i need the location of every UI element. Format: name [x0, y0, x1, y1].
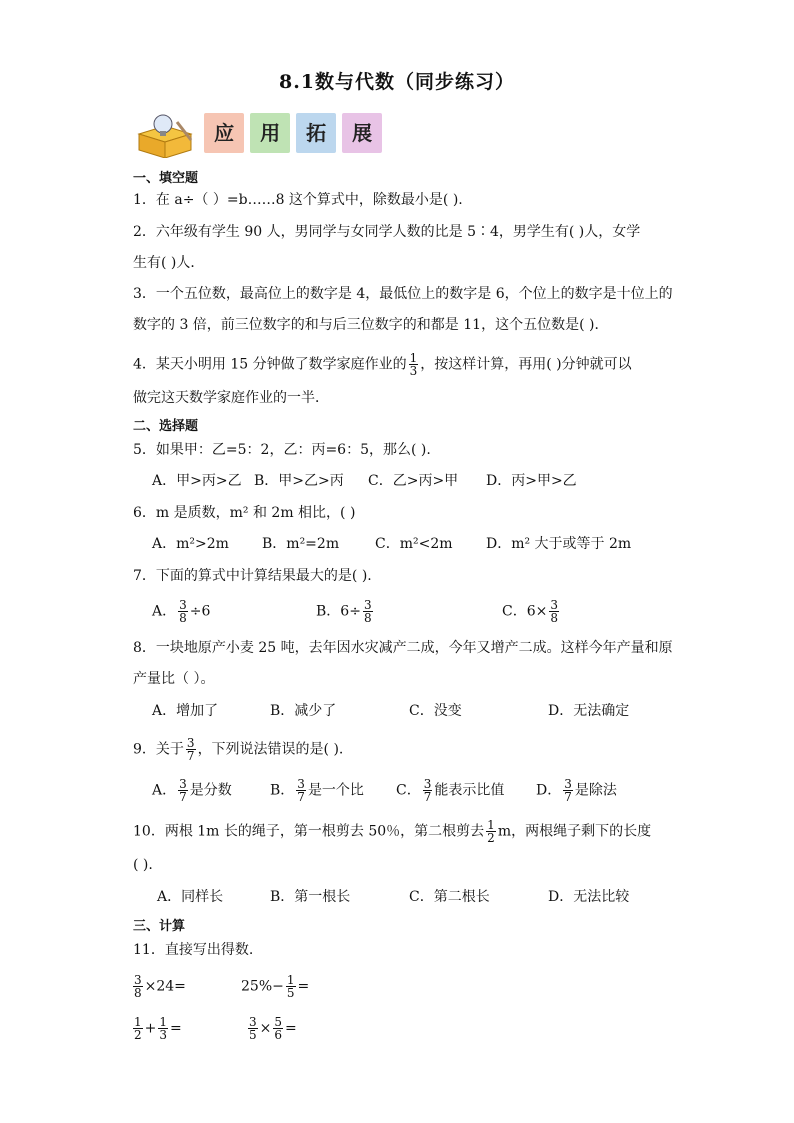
q9-a-num: 3 [179, 777, 187, 791]
q7-b-fraction [363, 599, 373, 624]
q6-option-c: C．m²<2m [375, 536, 453, 552]
q7-c-label: C．6× [502, 603, 548, 620]
calc-2-post: = [297, 978, 310, 995]
calc-1-num: 3 [134, 973, 142, 987]
q9-post: ，下列说法错误的是( ). [197, 741, 344, 758]
banner-char-tuo: 拓 [296, 113, 336, 153]
q9-c-label: C． [396, 782, 421, 799]
question-9 [133, 737, 343, 762]
question-6-options [152, 534, 631, 554]
question-5-options [152, 471, 577, 491]
calc-2-fraction [286, 974, 296, 999]
calc-4-fraction-1 [248, 1016, 258, 1041]
question-10-line-1 [133, 819, 651, 844]
calc-4-den-1: 5 [249, 1028, 257, 1042]
q7-option-b [316, 599, 375, 624]
q9-option-d [536, 778, 617, 803]
q9-a-fraction [178, 778, 188, 803]
question-6: 6．m 是质数，m² 和 2m 相比，( ) [133, 505, 356, 521]
calc-2-num: 1 [286, 973, 295, 987]
q7-a-post: ÷6 [189, 603, 211, 620]
q10-option-c: C．第二根长 [409, 889, 490, 905]
q9-b-fraction [296, 778, 306, 803]
question-4-line-2: 做完这天数学家庭作业的一半． [133, 390, 329, 406]
calc-3-num-1: 1 [134, 1015, 142, 1029]
calc-4-num-2: 5 [274, 1015, 283, 1029]
calc-expression-1 [131, 974, 186, 999]
calc-4-fraction-2 [273, 1016, 283, 1041]
question-7: 7．下面的算式中计算结果最大的是( ). [133, 568, 372, 584]
q9-den: 7 [186, 749, 195, 763]
q9-d-post: 是除法 [574, 782, 617, 799]
calc-3-den-2: 3 [159, 1028, 168, 1042]
q8-option-a: A．增加了 [152, 703, 219, 719]
calc-3-post: = [170, 1020, 182, 1037]
banner-char-zhan: 展 [342, 113, 382, 153]
q10-option-b: B．第一根长 [270, 889, 351, 905]
question-8-line-1: 8．一块地原产小麦 25 吨，去年因水灾减产二成，今年又增产二成。这样今年产量和原 [133, 640, 673, 656]
q9-b-label: B． [270, 782, 295, 799]
q9-b-den: 7 [297, 790, 305, 804]
q7-c-den: 8 [550, 611, 558, 625]
bulb-box-icon [133, 112, 197, 158]
q9-c-den: 7 [423, 790, 432, 804]
section-fill: 一、填空题 [133, 171, 199, 186]
q9-b-post: 是一个比 [307, 782, 364, 799]
q9-d-den: 7 [564, 790, 572, 804]
q9-option-a [152, 778, 270, 803]
calc-expression-2 [241, 974, 309, 999]
calc-4-num-1: 3 [249, 1015, 257, 1029]
q5-option-a: A．甲>丙>乙 [152, 473, 242, 489]
calc-3-num-2: 1 [159, 1015, 168, 1029]
question-2-line-2: 生有( )人． [133, 255, 205, 271]
question-3-line-1: 3．一个五位数，最高位上的数字是 4，最低位上的数字是 6，个位上的数字是十位上的 [133, 286, 673, 302]
q6-option-a: A．m²>2m [152, 536, 229, 552]
q4-den: 3 [409, 364, 418, 378]
q7-b-label: B．6÷ [316, 603, 361, 620]
q5-option-c: C．乙>丙>甲 [368, 473, 459, 489]
calc-1-post: ×24= [144, 978, 186, 995]
q9-option-c [396, 778, 536, 803]
q5-option-b: B．甲>乙>丙 [254, 473, 344, 489]
q9-c-post: 能表示比值 [434, 782, 505, 799]
q7-a-label: A． [152, 603, 177, 620]
question-10-options [157, 887, 629, 907]
calc-1-den: 8 [134, 986, 142, 1000]
q6-option-d: D．m² 大于或等于 2m [486, 536, 632, 552]
q9-pre: 9．关于 [133, 741, 184, 758]
q9-b-num: 3 [297, 777, 305, 791]
q10-post: m，两根绳子剩下的长度 [497, 823, 652, 840]
q10-option-d: D．无法比较 [548, 889, 630, 905]
question-2-line-1: 2．六年级有学生 90 人，男同学与女同学人数的比是 5∶4，男学生有( )人，女学 [133, 224, 641, 240]
q9-c-fraction [423, 778, 433, 803]
q8-option-c: C．没变 [409, 703, 462, 719]
q10-fraction [486, 819, 496, 844]
calc-4-mid: × [259, 1020, 272, 1037]
question-1: 1．在 a÷（ ）=b……8 这个算式中，除数最小是( ). [133, 192, 463, 208]
section-choice: 二、选择题 [133, 419, 199, 434]
q9-d-label: D． [536, 782, 562, 799]
q9-fraction [186, 737, 196, 762]
q5-option-d: D．丙>甲>乙 [486, 473, 577, 489]
question-5: 5．如果甲：乙=5：2，乙：丙=6：5，那么( ). [133, 442, 431, 458]
q10-option-a: A．同样长 [157, 889, 224, 905]
q8-option-b: B．减少了 [270, 703, 337, 719]
q4-post: ，按这样计算，再用( )分钟就可以 [420, 356, 632, 373]
calc-expression-4 [246, 1016, 297, 1041]
q6-option-b: B．m²=2m [262, 536, 340, 552]
q9-a-label: A． [152, 782, 177, 799]
calc-3-fraction-1 [133, 1016, 143, 1041]
question-4-line-1 [133, 352, 632, 377]
q9-d-fraction [563, 778, 573, 803]
question-8-line-2: 产量比（ ）。 [133, 671, 215, 687]
q10-num: 1 [487, 818, 495, 832]
calc-2-pre: 25%− [241, 978, 284, 995]
q9-num: 3 [186, 736, 195, 750]
q7-a-fraction [178, 599, 188, 624]
q4-fraction [409, 352, 419, 377]
q9-c-num: 3 [423, 777, 432, 791]
q10-pre: 10．两根 1m 长的绳子，第一根剪去 50％，第二根剪去 [133, 823, 485, 840]
section-calc: 三、计算 [133, 919, 186, 934]
question-8-options [152, 701, 629, 721]
q7-c-num: 3 [550, 598, 558, 612]
section-banner [133, 112, 388, 158]
calc-expression-3 [131, 1016, 182, 1041]
q9-a-den: 7 [179, 790, 187, 804]
calc-3-mid: + [144, 1020, 157, 1037]
q9-option-b [270, 778, 396, 803]
question-11: 11．直接写出得数. [133, 942, 254, 958]
calc-1-fraction [133, 974, 143, 999]
q7-a-den: 8 [179, 611, 187, 625]
calc-3-fraction-2 [158, 1016, 168, 1041]
q7-a-num: 3 [179, 598, 187, 612]
question-3-line-2: 数字的 3 倍，前三位数字的和与后三位数字的和都是 11，这个五位数是( )． [133, 317, 609, 333]
q9-a-post: 是分数 [189, 782, 232, 799]
calc-4-post: = [285, 1020, 297, 1037]
q4-num: 1 [409, 351, 418, 365]
q7-b-den: 8 [363, 611, 372, 625]
q10-den: 2 [487, 831, 495, 845]
q7-b-num: 3 [363, 598, 372, 612]
q7-option-a [152, 599, 210, 624]
q4-pre: 4．某天小明用 15 分钟做了数学家庭作业的 [133, 356, 407, 373]
question-10-line-2: ( ). [133, 857, 153, 873]
q7-c-fraction [549, 599, 559, 624]
banner-char-ying: 应 [204, 113, 244, 153]
calc-4-den-2: 6 [274, 1028, 283, 1042]
question-9-options [152, 778, 617, 803]
calc-3-den-1: 2 [134, 1028, 142, 1042]
banner-char-yong: 用 [250, 113, 290, 153]
page-title: 8.1数与代数（同步练习） [278, 71, 516, 93]
q7-option-c [502, 599, 561, 624]
q8-option-d: D．无法确定 [548, 703, 630, 719]
calc-2-den: 5 [286, 986, 295, 1000]
q9-d-num: 3 [564, 777, 572, 791]
